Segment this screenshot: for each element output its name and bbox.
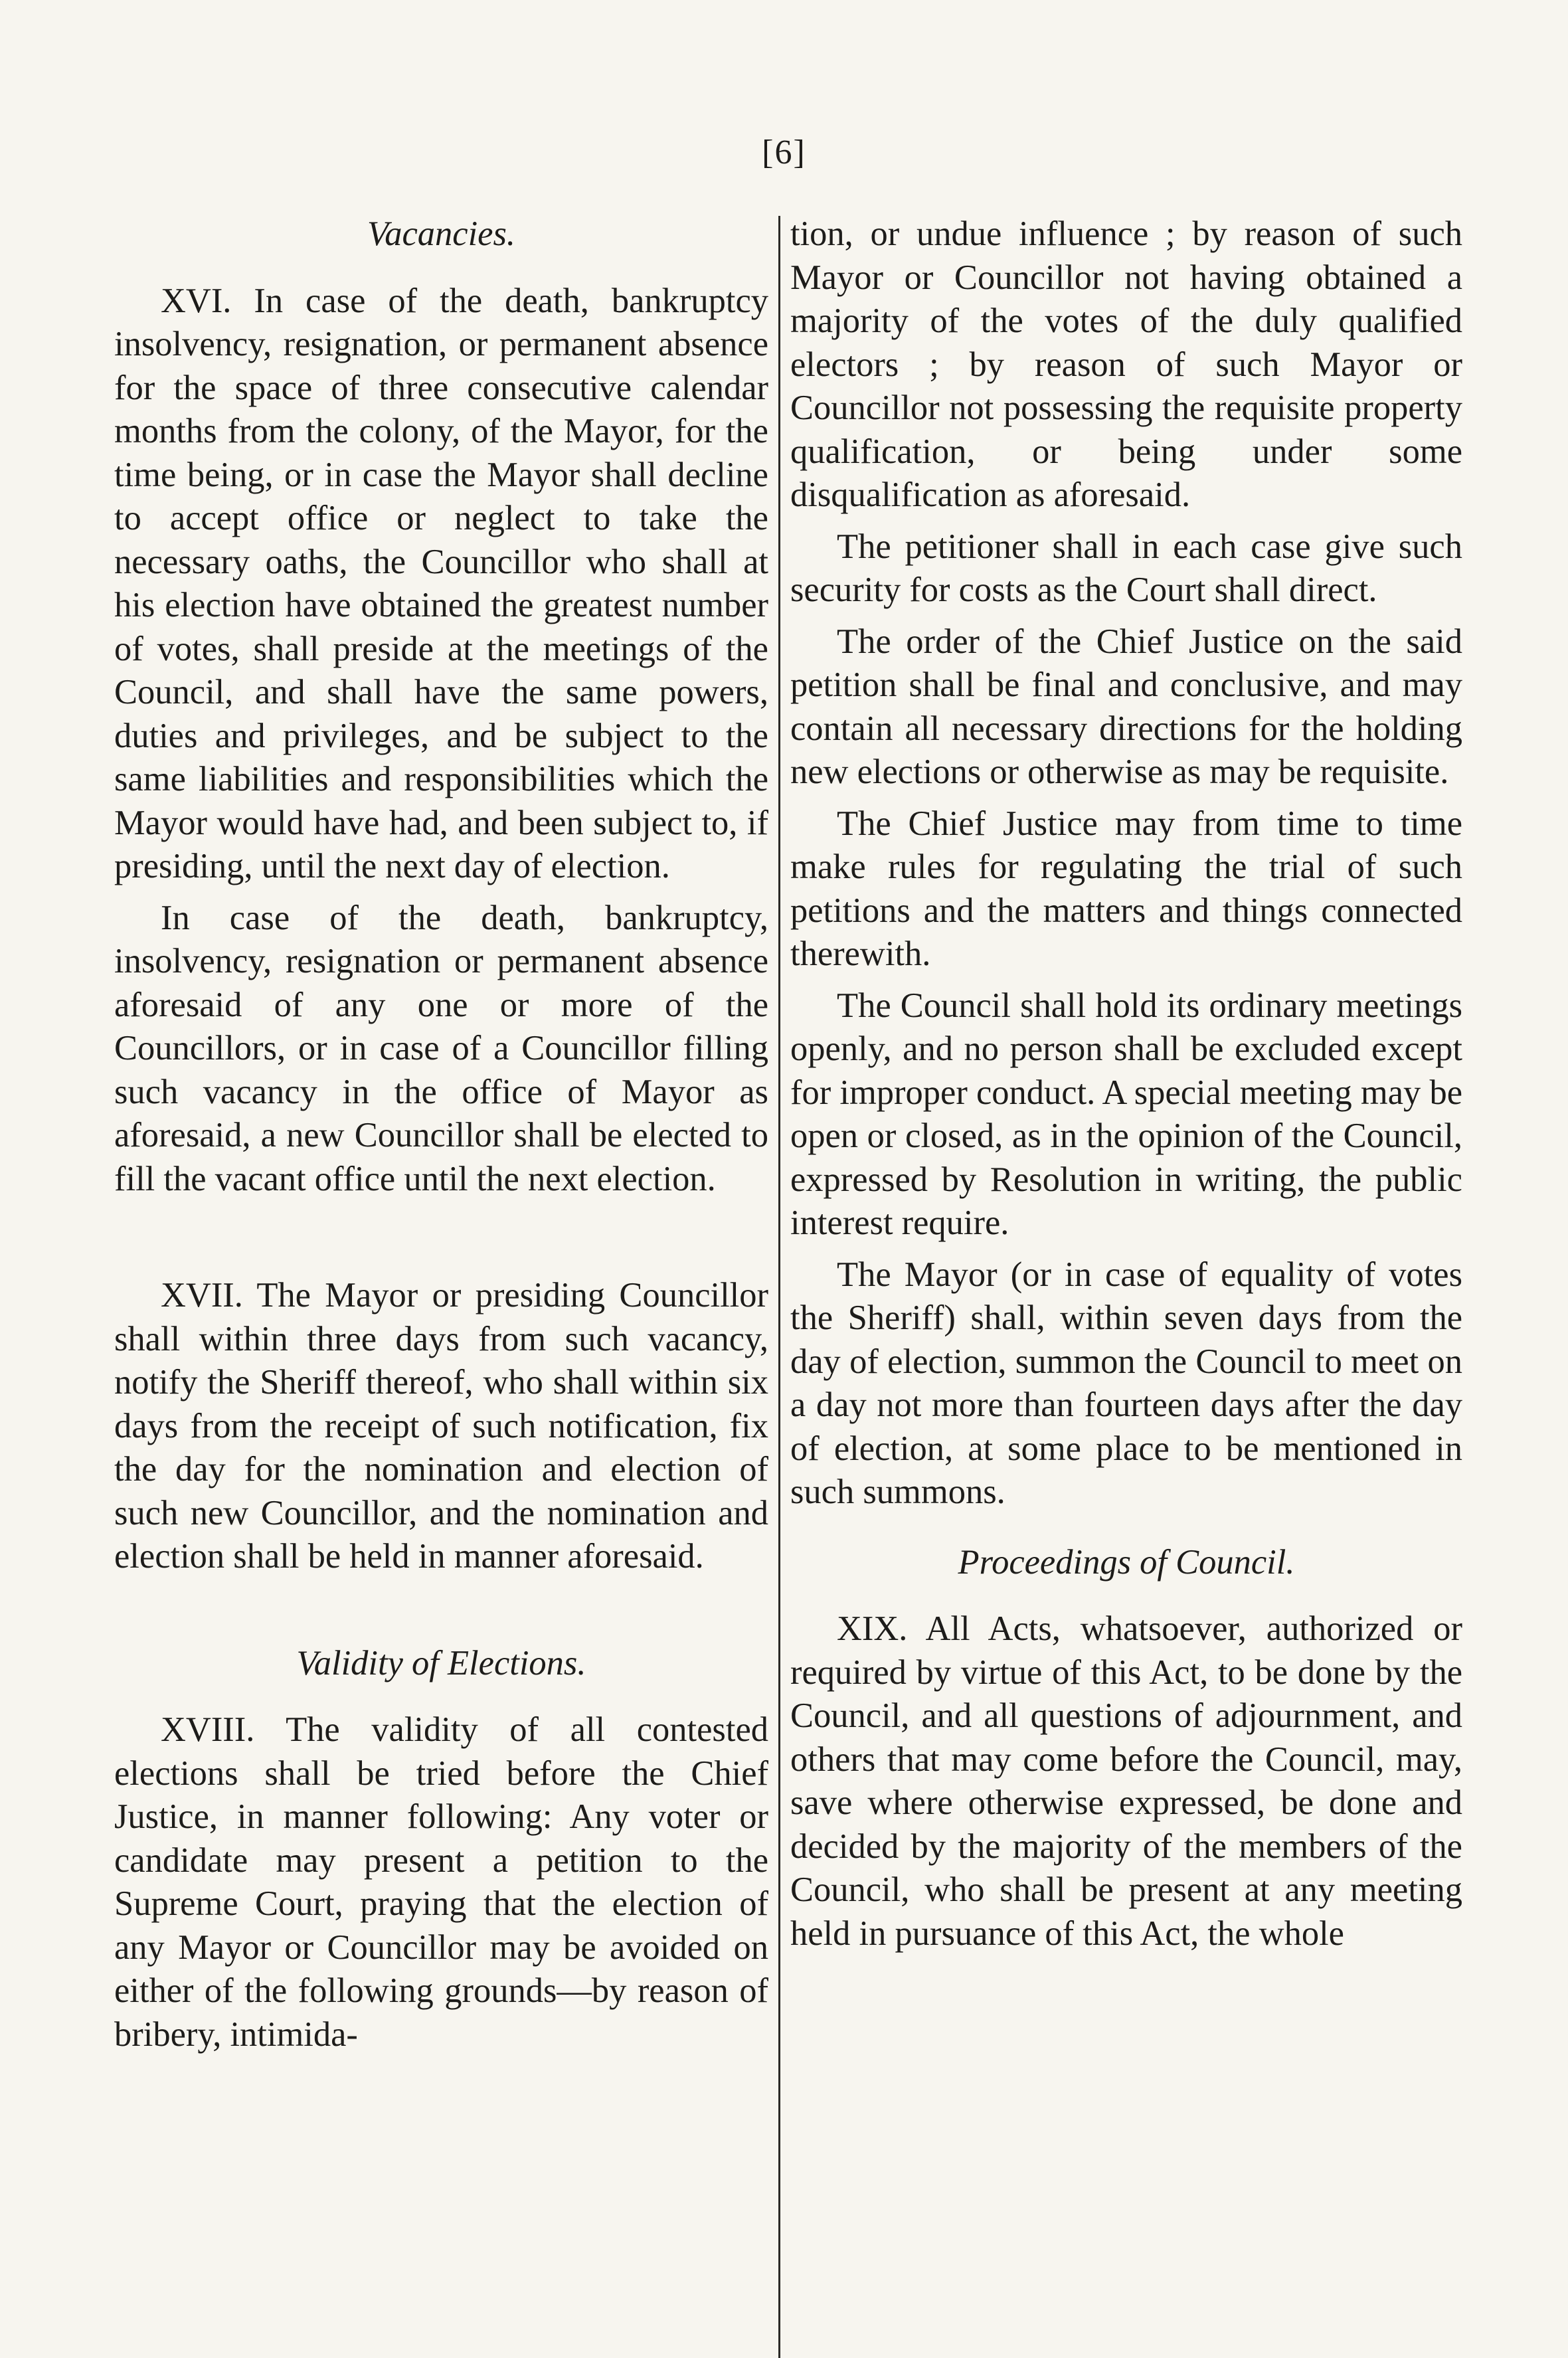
section-xvii: XVII. The Mayor or presiding Councillor shall within three days from such vacancy, notify the Sheriff thereof, who shall within six days from the receipt of such notification, fix the day for the nomination and election of such new Councillor, and the nomination and election shall be held in manner aforesaid.: [114, 1276, 768, 1576]
paragraph-mayor-summon: The Mayor (or in case of equality of votes the Sheriff) shall, within seven days from the day of election, summon the Council to meet on a day not more than fourteen days after the day of election, at some place to be mentioned in such summons.: [790, 1255, 1462, 1511]
paragraph-council-meetings: The Council shall hold its ordinary meetings openly, and no person shall be excluded except for improper conduct. A special meeting may be open or closed, as in the opinion of the Council, expressed by Resolution in writing, the public interest require.: [790, 986, 1462, 1242]
page-number: [6]: [762, 134, 806, 171]
paragraph-chief-justice-order: The order of the Chief Justice on the said petition shall be final and conclusive, and may contain all necessary directions for the holding new elections or otherwise as may be requisite.: [790, 622, 1462, 791]
section-xvi: XVI. In case of the death, bankruptcy insolvency, resignation, or permanent absence for the space of three consecutive calendar months from the colony, of the Mayor, for the time being, or in case the Mayor shall decline to accept office or neglect to take the necessary oaths, the Councillor who shall at his election have obtained the greatest number of votes, shall preside at the meetings of the Council, and shall have the same powers, duties and privileges, and be subject to the same liabilities and responsibilities which the Mayor would have had, and been subject to, if presiding, until the next day of election.: [114, 281, 768, 885]
section-xix: XIX. All Acts, whatsoever, authorized or required by virtue of this Act, to be done by the Council, and all questions of adjournment, and others that may come before the Council, may, save where otherwise expressed, be done and decided by the majority of the members of the Council, who shall be present at any meeting held in pursuance of this Act, the whole: [790, 1609, 1462, 1953]
heading-vacancies: Vacancies.: [367, 215, 516, 253]
left-column: [114, 213, 768, 2056]
heading-proceedings-of-council: Proceedings of Council.: [958, 1542, 1295, 1582]
section-xviii-continued: tion, or undue influence ; by reason of such Mayor or Councillor not having obtained a majority of the votes of the duly qualified electors ; by reason of such Mayor or Councillor not possessing the requisite property qualification, or being under some disqualification as aforesaid.: [790, 215, 1462, 514]
column-divider: [778, 216, 780, 2358]
section-xviii: XVIII. The validity of all contested elections shall be tried before the Chief Justice, in manner following: Any voter or candidate may present a petition to the Supreme Court, praying that the election of any Mayor or Councillor may be avoided on either of the following grounds—by reason of bribery, intimida-: [114, 1710, 768, 2054]
right-column: [790, 213, 1462, 1955]
section-xvi-para-2: In case of the death, bankruptcy, insolvency, resignation or permanent absence aforesaid of any one or more of the Councillors, or in case of a Councillor filling such vacancy in the office of Mayor as aforesaid, a new Councillor shall be elected to fill the vacant office until the next election.: [114, 898, 768, 1198]
heading-validity-of-elections: Validity of Elections.: [296, 1643, 586, 1682]
paragraph-chief-justice-rules: The Chief Justice may from time to time make rules for regulating the trial of such petitions and the matters and things connected therewith.: [790, 804, 1462, 973]
paragraph-petitioner-security: The petitioner shall in each case give such security for costs as the Court shall direct.: [790, 527, 1462, 609]
